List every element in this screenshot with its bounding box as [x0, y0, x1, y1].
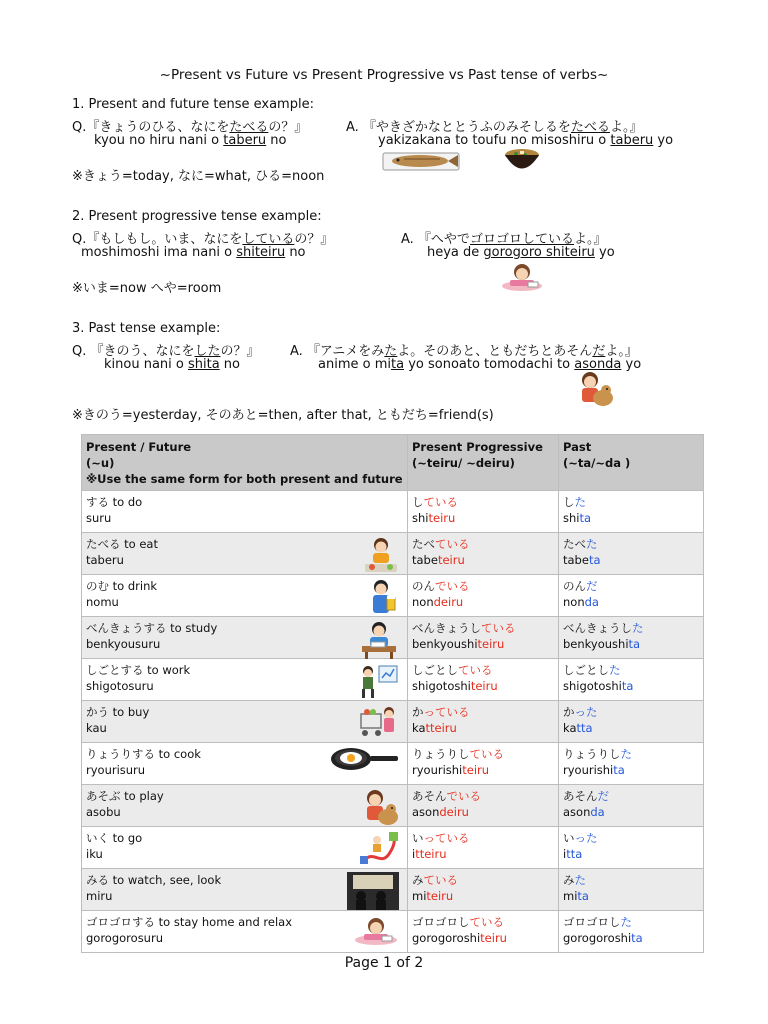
table-row [82, 617, 704, 659]
progressive-japanese: のんでいる [412, 579, 470, 593]
past-cell [559, 533, 704, 575]
past-romaji: ryourishita [563, 763, 625, 777]
past-japanese: ゴロゴロした [563, 915, 632, 929]
verb-japanese: たべる to eat [86, 537, 158, 551]
past-japanese: たべた [563, 537, 598, 551]
present-progressive-cell [408, 491, 559, 533]
progressive-romaji: tabeteiru [412, 553, 465, 567]
progressive-japanese: たべている [412, 537, 470, 551]
shopping-cart-icon [357, 704, 399, 744]
present-future-cell [82, 659, 408, 701]
past-japanese: いった [563, 831, 598, 845]
past-cell [559, 491, 704, 533]
grilled-fish-icon [382, 150, 460, 172]
present-future-cell [82, 575, 408, 617]
present-progressive-cell [408, 869, 559, 911]
progressive-romaji: shiteiru [412, 511, 456, 525]
section-1-note: ※きょう=today, なに=what, ひる=noon [72, 169, 325, 184]
verb-japanese: する to do [86, 495, 143, 509]
section-2-answer-romaji: heya de gorogoro shiteiru yo [427, 245, 615, 260]
header-progressive-title: Present Progressive [412, 440, 543, 454]
header-present-future-note: ※Use the same form for both present and future [86, 472, 403, 486]
progressive-japanese: しごとしている [412, 663, 493, 677]
past-romaji: benkyoushita [563, 637, 641, 651]
present-progressive-cell [408, 533, 559, 575]
section-2-answer: A. 『へやでゴロゴロしているよ。』 [401, 232, 607, 247]
verb-romaji: nomu [86, 595, 119, 609]
verb-conjugation-table [81, 434, 704, 953]
past-cell [559, 869, 704, 911]
verb-romaji: shigotosuru [86, 679, 154, 693]
table-row [82, 827, 704, 869]
progressive-japanese: りょうりしている [412, 747, 504, 761]
section-2-question-romaji: moshimoshi ima nani o shiteiru no [81, 245, 306, 260]
progressive-japanese: みている [412, 873, 458, 887]
section-1-question: Q.『きょうのひる、なにをたべるの？』 [72, 120, 308, 135]
verb-japanese: あそぶ to play [86, 789, 164, 803]
office-worker-icon [359, 662, 399, 704]
past-japanese: かった [563, 705, 598, 719]
section-1-answer: A. 『やきざかなととうふのみそしるをたべるよ。』 [346, 120, 643, 135]
verb-romaji: iku [86, 847, 103, 861]
section-3-note: ※きのう=yesterday, そのあと=then, after that, ともだち=friend(s) [72, 408, 494, 423]
section-3-heading: 3. Past tense example: [72, 321, 221, 336]
verb-japanese: かう to buy [86, 705, 150, 719]
past-japanese: しごとした [563, 663, 621, 677]
verb-japanese: みる to watch, see, look [86, 873, 222, 887]
lounging-girl-icon [500, 260, 544, 292]
verb-japanese: ゴロゴロする to stay home and relax [86, 915, 293, 929]
girl-hugging-dog-icon [576, 370, 614, 410]
header-present-progressive [408, 435, 559, 491]
section-2-question: Q.『もしもし。いま、なにをしているの？』 [72, 232, 334, 247]
present-future-cell [82, 617, 408, 659]
header-progressive-suffix: (~teiru/ ~deiru) [412, 456, 515, 470]
progressive-romaji: itteiru [412, 847, 447, 861]
progressive-japanese: ゴロゴロしている [412, 915, 504, 929]
table-row [82, 785, 704, 827]
section-3-question-romaji: kinou nani o shita no [104, 357, 240, 372]
frying-pan-icon [329, 746, 399, 776]
past-cell [559, 617, 704, 659]
present-progressive-cell [408, 659, 559, 701]
past-romaji: shigotoshita [563, 679, 634, 693]
past-cell [559, 911, 704, 953]
verb-romaji: suru [86, 511, 112, 525]
present-progressive-cell [408, 617, 559, 659]
progressive-romaji: ryourishiteiru [412, 763, 490, 777]
past-cell [559, 827, 704, 869]
section-2-note: ※いま=now へや=room [72, 281, 222, 296]
past-romaji: nonda [563, 595, 599, 609]
table-row [82, 575, 704, 617]
table-row [82, 869, 704, 911]
present-future-cell [82, 869, 408, 911]
present-progressive-cell [408, 827, 559, 869]
present-future-cell [82, 491, 408, 533]
table-header-row [82, 435, 704, 491]
verb-romaji: ryourisuru [86, 763, 146, 777]
table-row [82, 533, 704, 575]
progressive-japanese: かっている [412, 705, 470, 719]
verb-romaji: benkyousuru [86, 637, 161, 651]
section-3-question: Q. 『きのう、なにをしたの？』 [72, 344, 260, 359]
present-future-cell [82, 533, 408, 575]
past-japanese: のんだ [563, 579, 598, 593]
table-row [82, 743, 704, 785]
verb-japanese: べんきょうする to study [86, 621, 218, 635]
past-cell [559, 575, 704, 617]
past-romaji: mita [563, 889, 589, 903]
present-future-cell [82, 911, 408, 953]
verb-romaji: gorogorosuru [86, 931, 163, 945]
page-footer: Page 1 of 2 [344, 955, 424, 971]
present-progressive-cell [408, 701, 559, 743]
table-row [82, 659, 704, 701]
present-progressive-cell [408, 575, 559, 617]
progressive-japanese: あそんでいる [412, 789, 481, 803]
progressive-romaji: shigotoshiteiru [412, 679, 498, 693]
eating-child-icon [363, 536, 399, 578]
section-1-heading: 1. Present and future tense example: [72, 97, 314, 112]
verb-japanese: のむ to drink [86, 579, 158, 593]
studying-boy-icon [359, 620, 399, 664]
past-romaji: gorogoroshita [563, 931, 643, 945]
header-present-future-title: Present / Future [86, 440, 192, 454]
past-romaji: asonda [563, 805, 605, 819]
past-cell [559, 701, 704, 743]
present-progressive-cell [408, 785, 559, 827]
past-cell [559, 743, 704, 785]
present-future-cell [82, 827, 408, 869]
progressive-romaji: nondeiru [412, 595, 464, 609]
past-cell [559, 785, 704, 827]
progressive-japanese: いっている [412, 831, 470, 845]
present-future-cell [82, 701, 408, 743]
section-1-answer-romaji: yakizakana to toufu no misoshiru o taberu yo [378, 133, 674, 148]
progressive-romaji: asondeiru [412, 805, 469, 819]
girl-with-dog-icon [361, 788, 399, 832]
past-japanese: あそんだ [563, 789, 609, 803]
verb-japanese: いく to go [86, 831, 143, 845]
header-past-title: Past [563, 440, 592, 454]
header-present-future-suffix: (~u) [86, 456, 115, 470]
header-past-suffix: (~ta/~da ) [563, 456, 631, 470]
verb-japanese: りょうりする to cook [86, 747, 201, 761]
header-past [559, 435, 704, 491]
present-future-cell [82, 785, 408, 827]
section-1-question-romaji: kyou no hiru nani o taberu no [94, 133, 287, 148]
progressive-romaji: katteiru [412, 721, 457, 735]
section-2-heading: 2. Present progressive tense example: [72, 209, 322, 224]
section-3-answer: A. 『アニメをみたよ。そのあと、ともだちとあそんだよ。』 [290, 344, 638, 359]
progressive-romaji: gorogoroshiteiru [412, 931, 507, 945]
section-3-answer-romaji: anime o mita yo sonoato tomodachi to asonda yo [318, 357, 642, 372]
past-cell [559, 659, 704, 701]
past-romaji: katta [563, 721, 593, 735]
lounging-girl-icon [353, 914, 399, 950]
page-title: ~Present vs Future vs Present Progressive vs Past tense of verbs~ [159, 67, 609, 83]
progressive-japanese: べんきょうしている [412, 621, 516, 635]
past-japanese: した [563, 495, 586, 509]
past-romaji: shita [563, 511, 592, 525]
miso-soup-bowl-icon [503, 146, 541, 178]
past-japanese: べんきょうした [563, 621, 644, 635]
past-romaji: tabeta [563, 553, 601, 567]
past-romaji: itta [563, 847, 583, 861]
present-progressive-cell [408, 911, 559, 953]
verb-romaji: kau [86, 721, 107, 735]
progressive-japanese: している [412, 495, 458, 509]
verb-romaji: miru [86, 889, 113, 903]
table-row [82, 491, 704, 533]
verb-romaji: taberu [86, 553, 124, 567]
cinema-audience-icon [347, 872, 399, 914]
verb-romaji: asobu [86, 805, 121, 819]
past-japanese: みた [563, 873, 586, 887]
route-map-icon [359, 830, 399, 872]
table-row [82, 911, 704, 953]
table-row [82, 701, 704, 743]
header-present-future [82, 435, 408, 491]
present-progressive-cell [408, 743, 559, 785]
drinking-man-icon [365, 578, 399, 620]
verb-japanese: しごとする to work [86, 663, 191, 677]
past-japanese: りょうりした [563, 747, 632, 761]
present-future-cell [82, 743, 408, 785]
progressive-romaji: miteiru [412, 889, 454, 903]
progressive-romaji: benkyoushiteiru [412, 637, 505, 651]
